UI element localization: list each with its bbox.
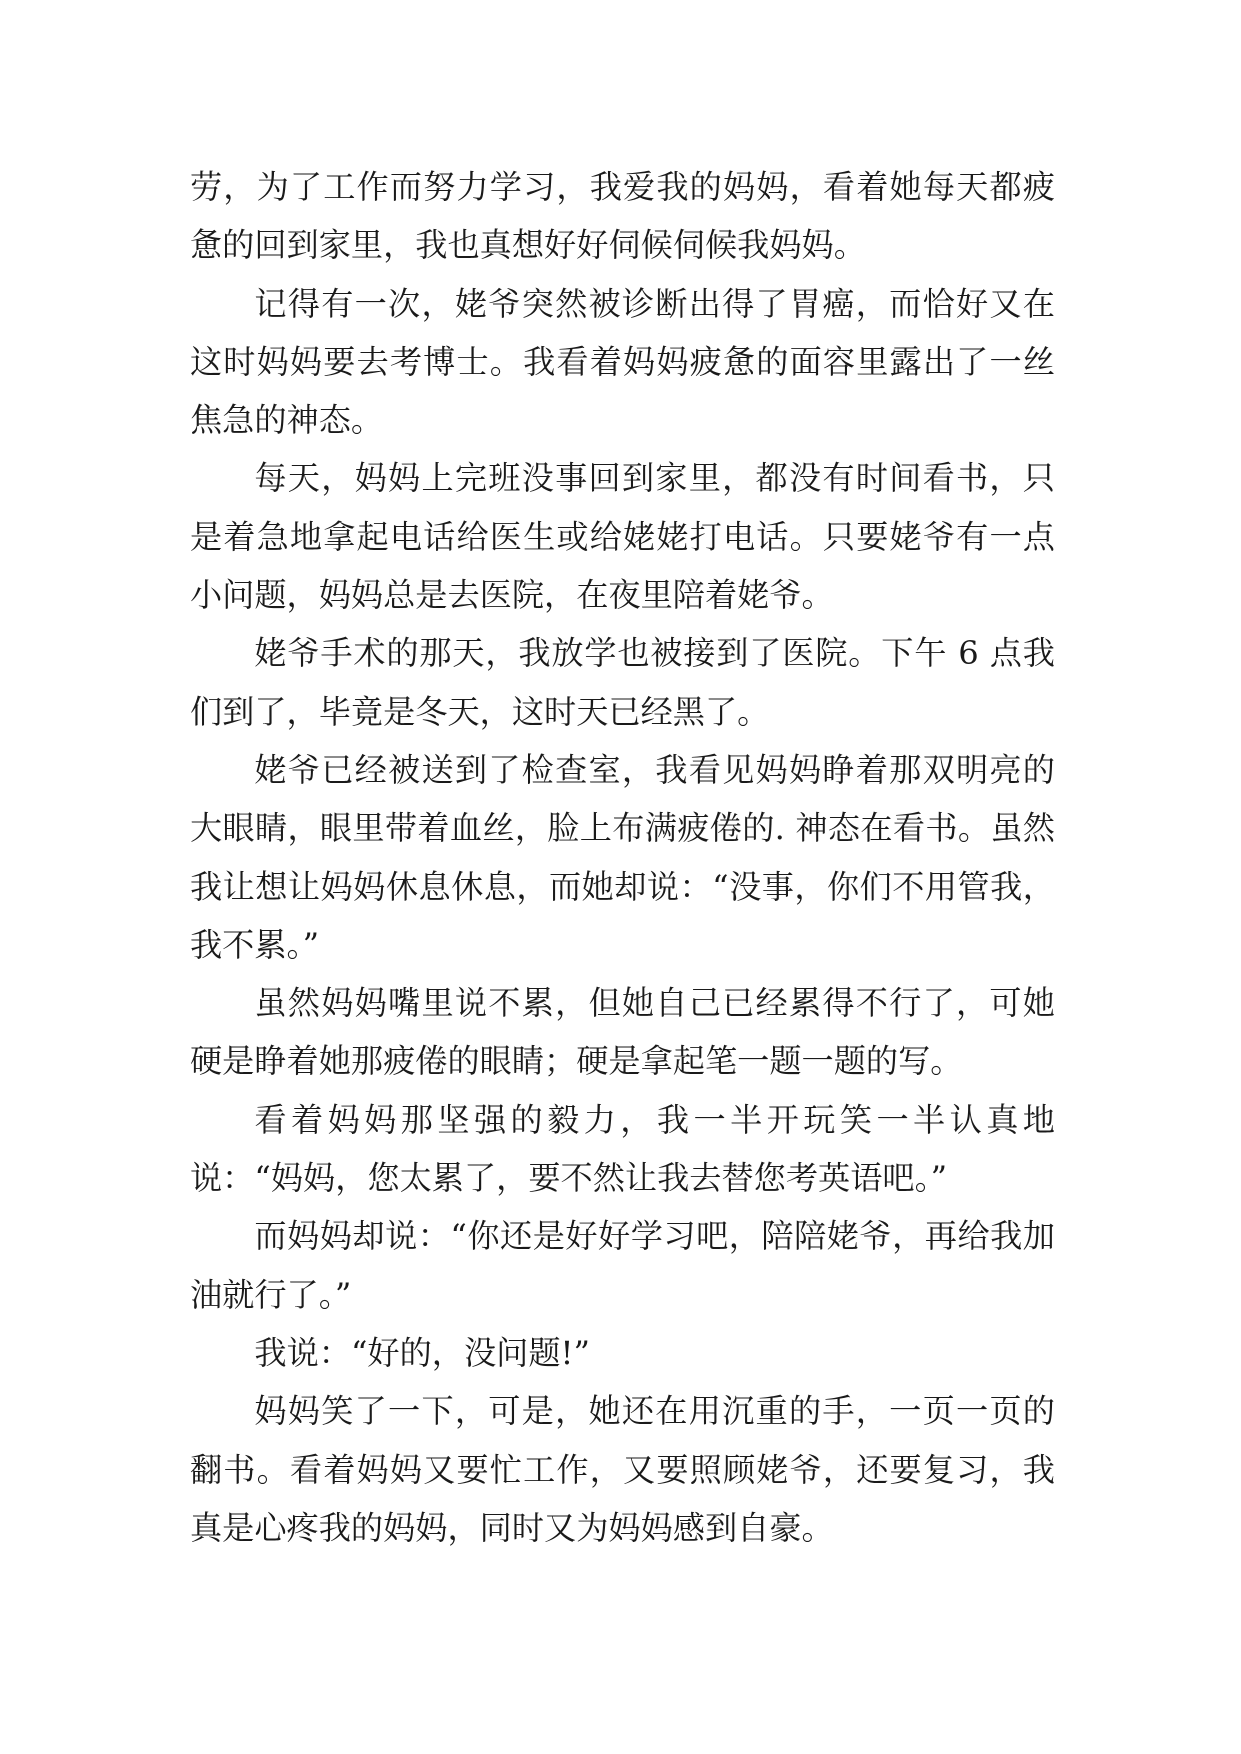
paragraph: 姥爷手术的那天，我放学也被接到了医院。下午 6 点我们到了，毕竟是冬天，这时天已经黑了。 [190,634,1055,731]
paragraph: 看着妈妈那坚强的毅力，我一半开玩笑一半认真地说：“妈妈，您太累了，要不然让我去替您考英语吧。” [190,1100,1055,1198]
paragraph: 记得有一次，姥爷突然被诊断出得了胃癌，而恰好又在这时妈妈要去考博士。我看着妈妈疲惫的面容里露出了一丝焦急的神态。 [190,284,1055,440]
paragraph: 妈妈笑了一下，可是，她还在用沉重的手，一页一页的翻书。看着妈妈又要忙工作，又要照顾姥爷，还要复习，我真是心疼我的妈妈，同时又为妈妈感到自豪。 [190,1392,1055,1547]
paragraph: 我说：“好的，没问题!” [254,1333,590,1372]
paragraph: 姥爷已经被送到了检查室，我看见妈妈睁着那双明亮的大眼睛，眼里带着血丝，脸上布满疲倦的. 神态在看书。虽然我让想让妈妈休息休息，而她却说：“没事，你们不用管我，我不累。” [190,750,1055,964]
paragraph-continuation: 劳，为了工作而努力学习，我爱我的妈妈，看着她每天都疲惫的回到家里，我也真想好好伺候伺候我妈妈。 [190,168,1055,265]
document-body [190,158,1055,1557]
paragraph: 虽然妈妈嘴里说不累，但她自己已经累得不行了，可她硬是睁着她那疲倦的眼睛；硬是拿起笔一题一题的写。 [190,984,1055,1081]
paragraph: 而妈妈却说：“你还是好好学习吧，陪陪姥爷，再给我加油就行了。” [190,1217,1055,1314]
paragraph: 每天，妈妈上完班没事回到家里，都没有时间看书，只是着急地拿起电话给医生或给姥姥打电话。只要姥爷有一点小问题，妈妈总是去医院，在夜里陪着姥爷。 [190,459,1055,615]
